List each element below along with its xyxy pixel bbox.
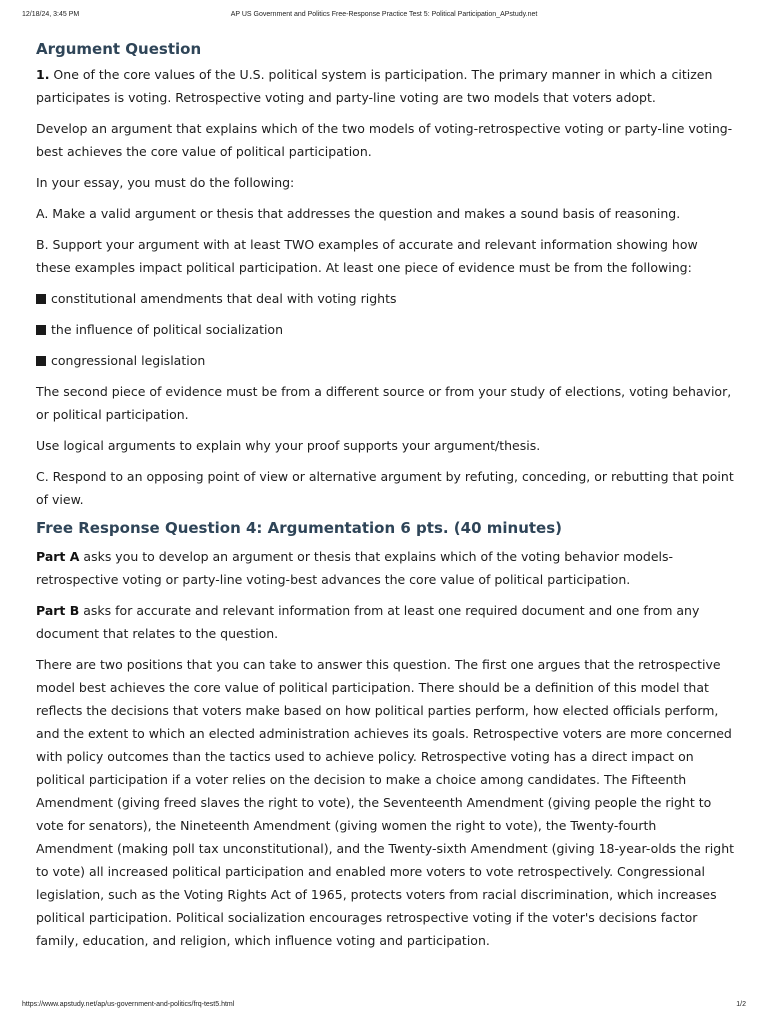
page-number: 1/2 <box>736 1001 746 1008</box>
part-a-paragraph <box>36 545 736 591</box>
black-square-icon <box>36 325 46 335</box>
instruction-c: C. Respond to an opposing point of view or alternative argument by refuting, conceding, or rebutting that point of view. <box>36 469 734 507</box>
instructions-intro: In your essay, you must do the following: <box>36 175 295 190</box>
free-response-heading: Free Response Question 4: Argumentation 6 pts. (40 minutes) <box>36 519 562 537</box>
black-square-icon <box>36 356 46 366</box>
part-b-label: Part B <box>36 603 80 618</box>
print-header <box>22 11 746 23</box>
develop-paragraph: Develop an argument that explains which of the two models of voting-retrospective voting or party-line voting-best achieves the core value of political participation. <box>36 121 733 159</box>
second-evidence-paragraph: The second piece of evidence must be from a different source or from your study of elections, voting behavior, or political participation. <box>36 384 732 422</box>
answer-body-paragraph: There are two positions that you can take to answer this question. The first one argues that the retrospective model best achieves the core value of political participation. There should be a definition of this model that reflects the decisions that voters make based on how political parties perform, how elected officials perform, and the extent to which an elected administration achieves its goals. Retrospective voters are more concerned with policy outcomes than the tactics used to achieve policy. Retrospective voting has a direct impact on political participation if a voter relies on the decision to make a choice among candidates. The Fifteenth Amendment (giving freed slaves the right to vote), the Seventeenth Amendment (giving people the right to vote for senators), the Nineteenth Amendment (giving women the right to vote), the Twenty-fourth Amendment (making poll tax unconstitutional), and the Twenty-sixth Amendment (giving 18-year-olds the right to vote) all increased political participation and enabled more voters to vote retrospectively. Congressional legislation, such as the Voting Rights Act of 1965, protects voters from racial discrimination, which increases political participation. Political socialization encourages retrospective voting if the voter's decisions factor family, education, and religion, which influence voting and participation. <box>36 657 735 948</box>
bullet-text: the influence of political socialization <box>51 322 284 337</box>
part-a-text: asks you to develop an argument or thesis that explains which of the voting behavior models-retrospective voting or party-line voting-best advances the core value of political participation. <box>36 549 674 587</box>
list-item <box>36 349 736 372</box>
print-footer <box>22 1001 746 1013</box>
list-item <box>36 287 736 310</box>
logical-arguments-paragraph: Use logical arguments to explain why your proof supports your argument/thesis. <box>36 438 541 453</box>
question-number: 1. <box>36 67 50 82</box>
bullet-text: constitutional amendments that deal with voting rights <box>51 291 397 306</box>
question-1 <box>36 63 736 109</box>
document-body <box>36 38 736 960</box>
instruction-a: A. Make a valid argument or thesis that addresses the question and makes a sound basis of reasoning. <box>36 206 681 221</box>
question-text: One of the core values of the U.S. political system is participation. The primary manner in which a citizen participates is voting. Retrospective voting and party-line voting are two models that voters adopt. <box>36 67 713 105</box>
bullet-text: congressional legislation <box>51 353 206 368</box>
print-page-title: AP US Government and Politics Free-Response Practice Test 5: Political Participation_APstudy.net <box>230 11 538 18</box>
part-b-text: asks for accurate and relevant information from at least one required document and one from any document that relates to the question. <box>36 603 700 641</box>
part-b-paragraph <box>36 599 736 645</box>
black-square-icon <box>36 294 46 304</box>
print-url: https://www.apstudy.net/ap/us-government-and-politics/frq-test5.html <box>22 1001 235 1008</box>
part-a-label: Part A <box>36 549 80 564</box>
list-item <box>36 318 736 341</box>
print-datetime: 12/18/24, 3:45 PM <box>22 11 80 18</box>
argument-question-heading: Argument Question <box>36 40 202 58</box>
instruction-b: B. Support your argument with at least TWO examples of accurate and relevant information showing how these examples impact political participation. At least one piece of evidence must be from the following: <box>36 237 698 275</box>
